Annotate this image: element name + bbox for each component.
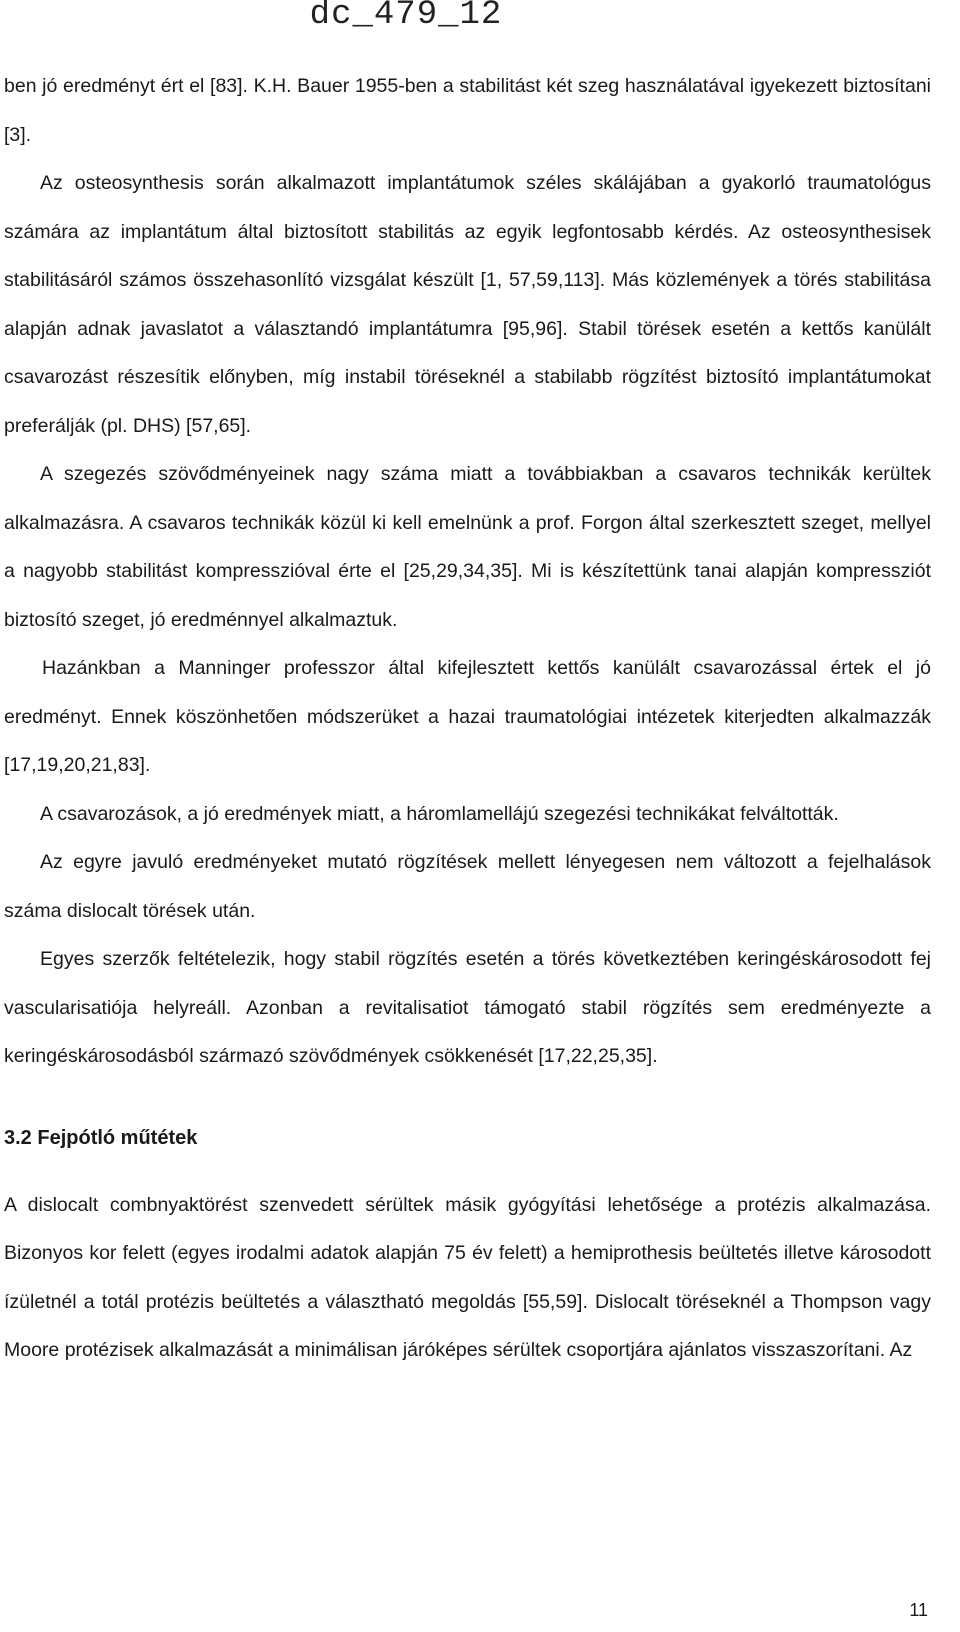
paragraph-nailing-complications: A szegezés szövődményeinek nagy száma miatt a továbbiakban a csavaros technikák kerültek alkalmazásra. A csavaros technikák közül ki kell emelnünk a prof. Forgon által szerkesztett szeget, mellyel a nagyobb stabilitást kompresszióval érte el [25,29,34,35]. Mi is készítettünk tanai alapján kompressziót biztosító szeget, jó eredménnyel alkalmaztuk. — [4, 463, 931, 631]
page-number: 11 — [909, 1600, 928, 1620]
paragraph-revascularisation: Egyes szerzők feltételezik, hogy stabil rögzítés esetén a törés következtében keringéskárosodott fej vascularisatiója helyreáll. Azonban a revitalisatiot támogató stabil rögzítés sem eredményezte a keringéskárosodásból származó szövődmények csökkenését [17,22,25,35]. — [4, 948, 931, 1067]
paragraph-prosthesis: A dislocalt combnyaktörést szenvedett sérültek másik gyógyítási lehetősége a protézis alkalmazása. Bizonyos kor felett (egyes irodalmi adatok alapján 75 év felett) a hemiprothesis beültetés illetve károsodott ízületnél a totál protézis beültetés a választható megoldás [55,59]. Dislocalt töréseknél a Thompson vagy Moore protézisek alkalmazását a minimálisan járóképes sérültek csoportjára ajánlatos visszaszorítani. Az — [4, 1193, 931, 1361]
paragraph-continuation: ben jó eredményt ért el [83]. K.H. Bauer 1955-ben a stabilitást két szeg használatával igyekezett biztosítani [3]. — [4, 75, 931, 146]
paragraph-implant-stability: Az osteosynthesis során alkalmazott implantátumok széles skálájában a gyakorló traumatológus számára az implantátum által biztosított stabilitás az egyik legfontosabb kérdés. Az osteosynthesisek stabilitásáról számos összehasonlító vizsgálat készült [1, 57,59,113]. Más közlemények a törés stabilitása alapján adnak javaslatot a választandó implantátumra [95,96]. Stabil törések esetén a kettős kanülált csavarozást részesítik előnyben, míg instabil töréseknél a stabilabb rögzítést biztosító implantátumokat preferálják (pl. DHS) [57,65]. — [4, 172, 931, 437]
paragraph-screw-fixation: A csavarozások, a jó eredmények miatt, a háromlamellájú szegezési technikákat felváltották. — [40, 802, 839, 825]
paragraph-head-necrosis: Az egyre javuló eredményeket mutató rögzítések mellett lényegesen nem változott a fejelhalások száma dislocalt törések után. — [4, 851, 931, 922]
document-body — [4, 62, 931, 1375]
section-heading: 3.2 Fejpótló műtétek — [4, 1126, 198, 1149]
document-code-header: dc_479_12 — [309, 0, 503, 34]
paragraph-manninger-method: Hazánkban a Manninger professzor által kifejlesztett kettős kanülált csavarozással értek el jó eredményt. Ennek köszönhetően módszerüket a hazai traumatológiai intézetek kiterjedten alkalmazzák [17,19,20,21,83]. — [4, 657, 931, 776]
